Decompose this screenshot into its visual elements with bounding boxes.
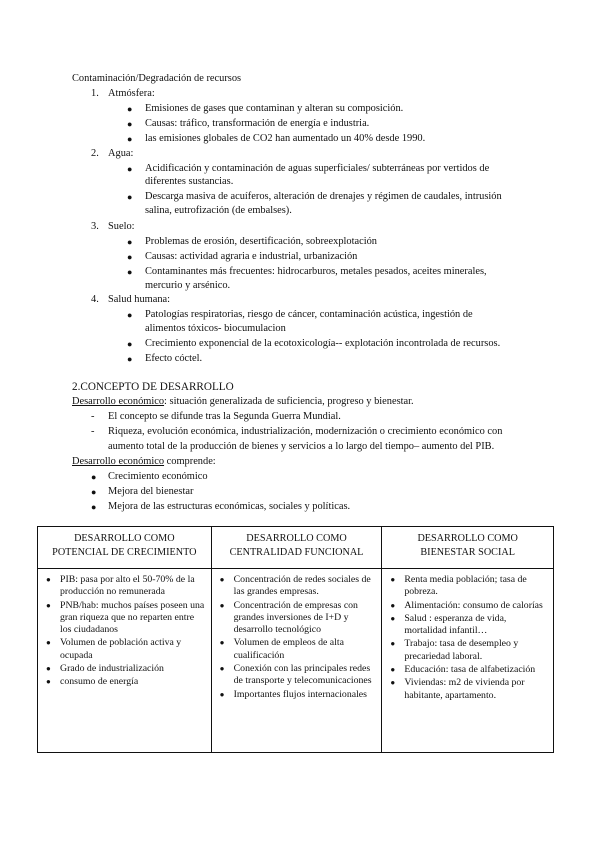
bullet-text: alimentos tóxicos- biocumulacion (145, 323, 286, 334)
bullet-text: Crecimiento exponencial de la ecotoxicología-- explotación incontrolada de recursos. (145, 338, 501, 349)
list-item: ● Salud : esperanza de vida, mortalidad infantil… (404, 613, 547, 638)
dash-marker: - (91, 411, 95, 422)
bullet-icon: ● (127, 192, 133, 202)
bullet-text: Causas: tráfico, transformación de energía e industria. (145, 118, 370, 129)
list-number: 1. (91, 88, 99, 99)
list-number: 3. (91, 221, 99, 232)
table-row (38, 569, 554, 753)
list-item: ● Grado de industrialización (60, 663, 205, 675)
bullet-text: salina, eutrofización (de embalses). (145, 205, 292, 216)
table-cell-centralidad (211, 569, 382, 753)
section-heading-concepto: 2.CONCEPTO DE DESARROLLO (72, 381, 234, 393)
bullet-icon: ● (127, 119, 133, 129)
bullet-text: Causas: actividad agraria e industrial, urbanización (145, 251, 358, 262)
bullet-text: Mejora del bienestar (108, 486, 194, 497)
table-header-cell (211, 527, 382, 569)
bullet-text: Efecto cóctel. (145, 353, 203, 364)
header-line: BIENESTAR SOCIAL (420, 547, 515, 558)
comprende-text: comprende: (164, 456, 216, 467)
bullet-icon: ● (127, 267, 133, 277)
list-item: ● Alimentación: consumo de calorías (404, 600, 547, 612)
list-number: 2. (91, 148, 99, 159)
bullet-icon: ● (127, 354, 133, 364)
table-header-cell (382, 527, 554, 569)
list-item: ● Renta media población; tasa de pobreza. (404, 574, 547, 599)
list-item: ● PNB/hab: muchos países poseen una gran riqueza que no reparten entre los ciudadanos (60, 600, 205, 637)
header-line: DESARROLLO COMO (246, 533, 347, 544)
header-line: DESARROLLO COMO (74, 533, 175, 544)
dash-text: Riqueza, evolución económica, industrialización, modernización o crecimiento económico con (108, 426, 503, 437)
desarrollo-table (37, 526, 554, 753)
list-item-title-salud: Salud humana: (108, 294, 171, 305)
list-item: ● consumo de energía (60, 676, 205, 688)
bullet-icon: ● (127, 339, 133, 349)
list-item: ● PIB: pasa por alto el 50-70% de la producción no remunerada (60, 574, 205, 599)
bullet-text: Problemas de erosión, desertificación, sobreexplotación (145, 236, 377, 247)
bullet-icon: ● (127, 134, 133, 144)
bullet-icon: ● (91, 487, 97, 497)
comprende-term: Desarrollo económico (72, 456, 165, 467)
bullet-icon: ● (127, 310, 133, 320)
dash-marker: - (91, 426, 95, 437)
list-item-title-atmosfera: Atmósfera: (108, 88, 155, 99)
table-cell-crecimiento (38, 569, 212, 753)
bullet-icon: ● (127, 104, 133, 114)
dash-text: El concepto se difunde tras la Segunda Guerra Mundial. (108, 411, 341, 422)
list-item: ● Educación: tasa de alfabetización (404, 664, 547, 676)
definition-text: : situación generalizada de suficiencia, progreso y bienestar. (164, 396, 414, 407)
bullet-text: Emisiones de gases que contaminan y alteran su composición. (145, 103, 404, 114)
list-item: ● Trabajo: tasa de desempleo y precariedad laboral. (404, 638, 547, 663)
bullet-text: Patologías respiratorias, riesgo de cáncer, contaminación acústica, ingestión de (145, 309, 473, 320)
list-item: ● Conexión con las principales redes de transporte y telecomunicaciones (234, 663, 376, 688)
definition-line (72, 395, 414, 409)
bullet-text: Mejora de las estructuras económicas, sociales y políticas. (108, 501, 351, 512)
list-item: ● Volumen de población activa y ocupada (60, 637, 205, 662)
dash-text: aumento total de la producción de bienes y servicios a lo largo del tiempo– aumento del PIB. (108, 441, 495, 452)
bullet-icon: ● (127, 252, 133, 262)
list-item: ● Viviendas: m2 de vivienda por habitante, apartamento. (404, 677, 547, 702)
bullet-text: Crecimiento económico (108, 471, 208, 482)
bullet-text: Descarga masiva de acuíferos, alteración de drenajes y régimen de caudales, intrusión (145, 191, 502, 202)
section-heading-contaminacion: Contaminación/Degradación de recursos (72, 73, 242, 84)
table-cell-bienestar (382, 569, 554, 753)
bullet-text: diferentes sustancias. (145, 176, 234, 187)
header-line: CENTRALIDAD FUNCIONAL (229, 547, 364, 558)
bullet-text: mercurio y arsénico. (145, 280, 231, 291)
comprende-line (72, 455, 216, 469)
bullet-text: las emisiones globales de CO2 han aumentado un 40% desde 1990. (145, 133, 426, 144)
table-header-row (38, 527, 554, 569)
list-item-title-suelo: Suelo: (108, 221, 135, 232)
bullet-icon: ● (127, 237, 133, 247)
list-item-title-agua: Agua: (108, 148, 134, 159)
bullet-icon: ● (91, 472, 97, 482)
list-item: ● Importantes flujos internacionales (234, 689, 376, 701)
bullet-text: Contaminantes más frecuentes: hidrocarburos, metales pesados, aceites minerales, (145, 266, 487, 277)
list-item: ● Volumen de empleos de alta cualificación (234, 637, 376, 662)
table-header-cell (38, 527, 212, 569)
list-item: ● Concentración de redes sociales de las grandes empresas. (234, 574, 376, 599)
definition-term: Desarrollo económico (72, 396, 165, 407)
list-number: 4. (91, 294, 99, 305)
header-line: DESARROLLO COMO (417, 533, 518, 544)
bullet-text: Acidificación y contaminación de aguas superficiales/ subterráneas por vertidos de (145, 163, 490, 174)
bullet-icon: ● (91, 502, 97, 512)
header-line: POTENCIAL DE CRECIMIENTO (52, 547, 197, 558)
bullet-icon: ● (127, 164, 133, 174)
list-item: ● Concentración de empresas con grandes inversiones de I+D y desarrollo tecnológico (234, 600, 376, 637)
